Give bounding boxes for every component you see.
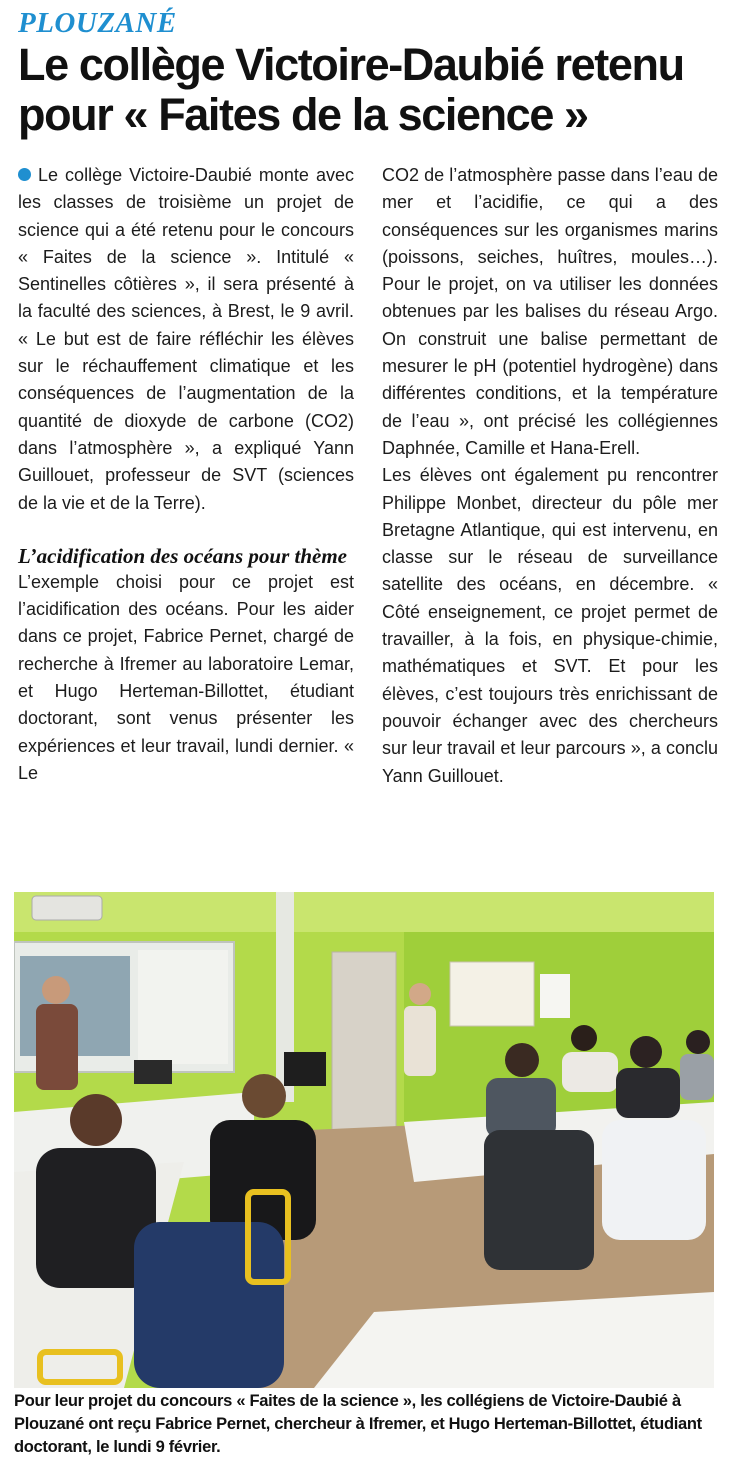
photo-caption: Pour leur projet du concours « Faites de la science », les collégiens de Victoire-Daubié à Plouzané ont reçu Fabrice Pernet, chercheur à Ifremer, et Hugo Herteman-Billottet, étudiant doctorant, le lundi 9 février. [14, 1392, 702, 1456]
body-paragraph-2: Les élèves ont également pu rencontrer Philippe Monbet, directeur du pôle mer Bretagne Atlantique, qui est intervenu, en classe sur le réseau de surveillance satellite des océans, en décembre. « Côté enseignement, ce projet permet de travailler, à la fois, en physique-chimie, mathématiques et SVT. Et pour les élèves, c’est toujours très enrichissant de pouvoir échanger avec des chercheurs sur leur travail et leur parcours », a conclu Yann Guillouet. [382, 465, 718, 786]
classroom-illustration [14, 892, 714, 1388]
headline: Le collège Victoire-Daubié retenu pour « Faites de la science » [18, 39, 684, 140]
intro-text: Le collège Victoire-Daubié monte avec les classes de troisième un projet de science qui a été retenu pour le concours « Faites de la science ». Intitulé « Sentinelles côtières », il sera présenté à la faculté des sciences, à Brest, le 9 avril. « Le but est de faire réfléchir les élèves sur le réchauffement climatique et les conséquences de l’augmentation de la quantité de dioxyde de carbone (CO2) dans l’atmosphère », a expliqué Yann Guillouet, professeur de SVT (sciences de la vie et de la Terre). [18, 165, 354, 513]
article-column-left [18, 162, 354, 787]
section-subheading: L’acidification des océans pour thème [18, 543, 347, 568]
article-column-right [382, 162, 718, 790]
classroom-photo [14, 892, 714, 1388]
blue-dot-icon [18, 168, 31, 181]
body-paragraph-1-continued: CO2 de l’atmosphère passe dans l’eau de mer et l’acidifie, ce qui a des conséquences sur les organismes marins (poissons, seiches, huîtres, moules…). Pour le projet, on va utiliser les données obtenues par les balises du réseau Argo. On construit une balise permettant de mesurer le pH (potentiel hydrogène) dans différentes conditions, et la température de l’eau », ont précisé les collégiennes Daphnée, Camille et Hana-Erell. [382, 165, 718, 458]
location-kicker: PLOUZANÉ [18, 7, 177, 39]
body-paragraph-1: L’exemple choisi pour ce projet est l’acidification des océans. Pour les aider dans ce projet, Fabrice Pernet, chargé de recherche à Ifremer au laboratoire Lemar, et Hugo Herteman-Billottet, étudiant doctorant, sont venus présenter les expériences et leur travail, lundi dernier. « Le [18, 571, 354, 783]
intro-paragraph [18, 162, 354, 517]
